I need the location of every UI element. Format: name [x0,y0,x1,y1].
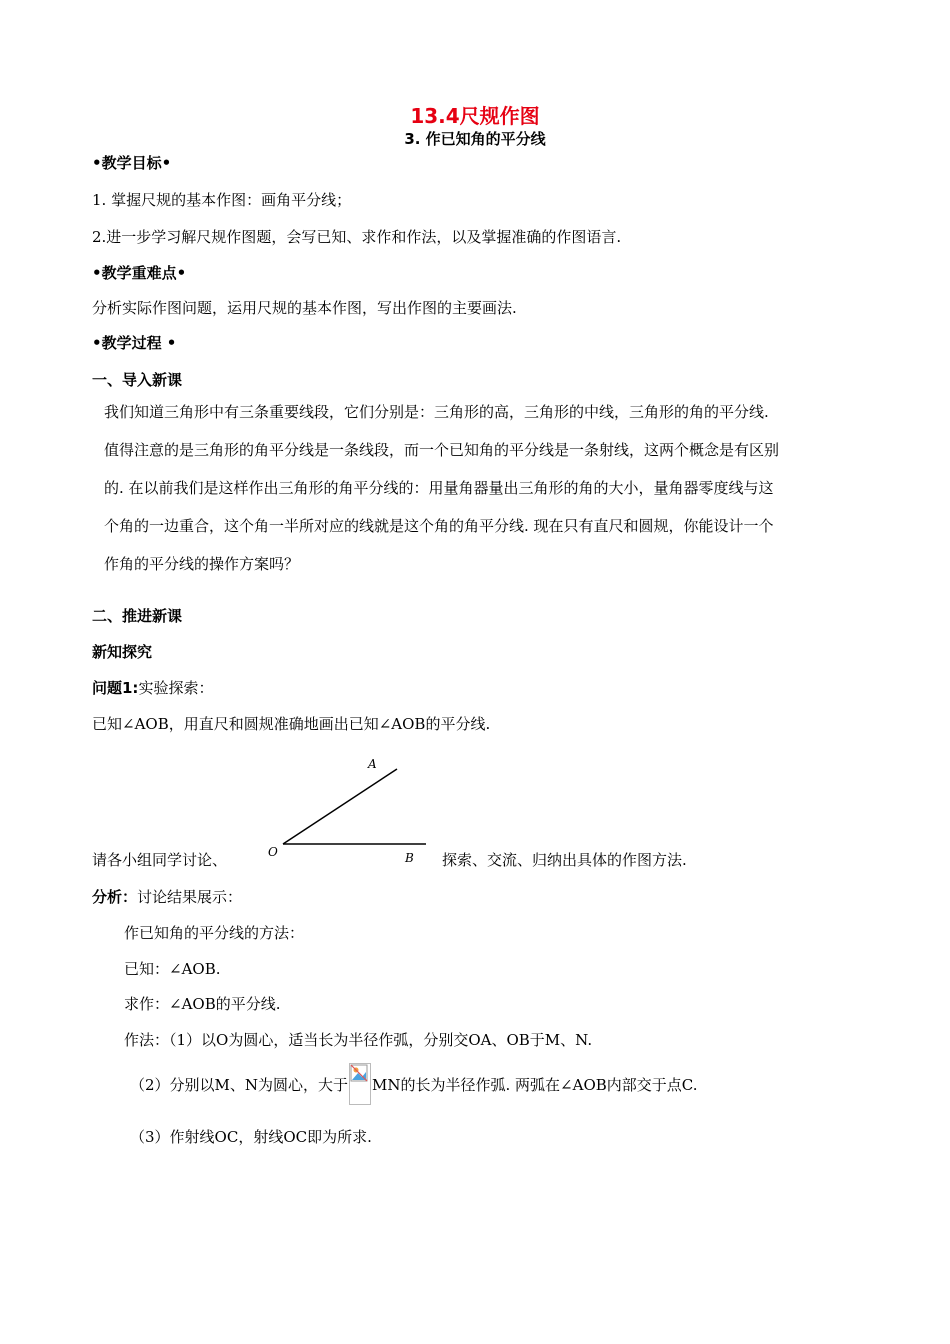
ray-oa [283,769,397,844]
intro-line: 作角的平分线的操作方案吗？ [104,555,300,573]
step-1: 作法：（1）以O为圆心，适当长为半径作弧，分别交OA、OB于M、N. [124,1031,593,1049]
new-knowledge-heading: 新知探究 [92,643,153,661]
intro-paragraph [104,393,864,583]
page-title: 13.4尺规作图 [410,104,540,128]
goals-heading: •教学目标• [92,154,172,172]
key-points-heading: •教学重难点• [92,264,187,282]
goal-item-2: 2.进一步学习解尺规作图题，会写已知、求作和作法，以及掌握准确的作图语言. [92,228,622,246]
label-a: A [368,757,377,771]
question-text: 实验探索： [138,679,214,697]
analysis-text: 讨论结果展示： [137,888,243,906]
method-title: 作已知角的平分线的方法： [124,924,305,942]
discuss-after: 探索、交流、归纳出具体的作图方法. [442,851,687,869]
question-label: 问题1: [92,679,139,697]
intro-line: 个角的一边重合，这个角一半所对应的线就是这个角的角平分线. 现在只有直尺和圆规，你能设计一个 [104,517,774,535]
known-statement: 已知∠AOB，用直尺和圆规准确地画出已知∠AOB的平分线. [92,715,491,733]
step-2-before: （2）分别以M、N为圆心，大于 [130,1075,349,1094]
key-points-text: 分析实际作图问题，运用尺规的基本作图，写出作图的主要画法. [92,299,517,317]
analysis-label: 分析： [92,888,138,906]
section1-heading: 一、导入新课 [92,371,183,389]
broken-image-icon [349,1063,371,1105]
process-heading: •教学过程 • [92,334,177,352]
analysis-line [92,886,242,907]
page-subtitle: 3. 作已知角的平分线 [404,130,546,148]
intro-line: 我们知道三角形中有三条重要线段，它们分别是：三角形的高，三角形的中线，三角形的角的平分线. [104,403,769,421]
label-b: B [405,851,414,865]
intro-line: 值得注意的是三角形的角平分线是一条线段，而一个已知角的平分线是一条射线，这两个概念是有区别 [104,441,780,459]
discuss-before: 请各小组同学讨论、 [92,851,228,869]
find-statement: 求作：∠AOB的平分线. [124,995,281,1013]
goal-item-1: 1. 掌握尺规的基本作图：画角平分线； [92,191,352,209]
intro-line: 的. 在以前我们是这样作出三角形的角平分线的：用量角器量出三角形的角的大小，量角器零度线与这 [104,479,774,497]
question-1 [92,677,213,698]
given-statement: 已知：∠AOB. [124,960,221,978]
step-2-after: MN的长为半径作弧. 两弧在∠AOB内部交于点C. [372,1075,698,1094]
angle-aob-figure [260,752,440,870]
label-o: O [268,845,278,859]
section2-heading: 二、推进新课 [92,607,183,625]
step-2 [130,1060,698,1108]
step-3: （3）作射线OC，射线OC即为所求. [130,1128,372,1146]
